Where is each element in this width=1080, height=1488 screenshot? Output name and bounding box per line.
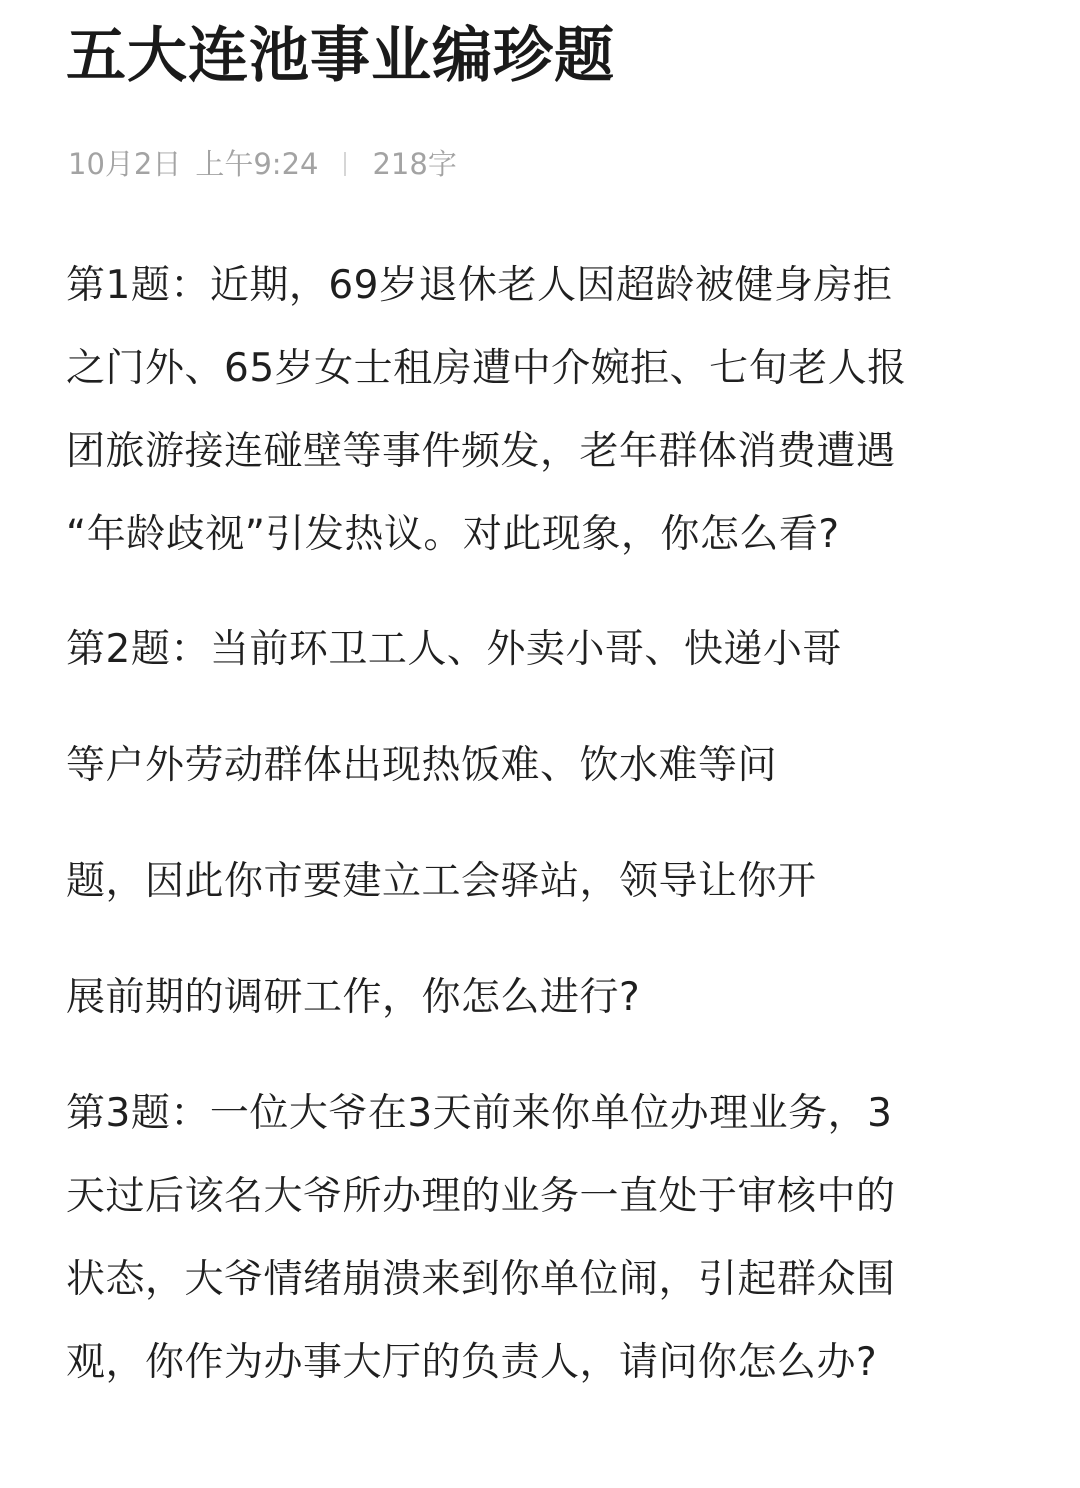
question-3-line-1: 第3题：一位大爷在3天前来你单位办理业务，3 — [66, 1091, 893, 1136]
question-2-line-3: 题，因此你市要建立工会驿站，领导让你开 — [66, 859, 817, 904]
question-2-line-4: 展前期的调研工作，你怎么进行? — [66, 975, 641, 1020]
question-3-line-2: 天过后该名大爷所办理的业务一直处于审核中的 — [66, 1174, 896, 1219]
question-1-line-1: 第1题：近期，69岁退休老人因超龄被健身房拒 — [66, 263, 893, 308]
question-1-line-4: “年龄歧视”引发热议。对此现象，你怎么看? — [66, 512, 840, 557]
publish-date: 10月2日 — [68, 147, 182, 181]
question-3-line-4: 观，你作为办事大厅的负责人，请问你怎么办? — [66, 1340, 878, 1385]
article-meta — [68, 144, 457, 184]
question-2-line-1: 第2题：当前环卫工人、外卖小哥、快递小哥 — [66, 627, 842, 672]
question-2-line-2: 等户外劳动群体出现热饭难、饮水难等问 — [66, 743, 778, 788]
question-3-line-3: 状态，大爷情绪崩溃来到你单位闹，引起群众围 — [66, 1257, 896, 1302]
question-1-line-3: 团旅游接连碰壁等事件频发，老年群体消费遭遇 — [66, 429, 896, 474]
word-count: 218字 — [372, 147, 457, 181]
article-title: 五大连池事业编珍题 — [66, 21, 615, 91]
publish-time: 上午9:24 — [195, 147, 319, 181]
meta-separator — [344, 152, 346, 176]
question-1-line-2: 之门外、65岁女士租房遭中介婉拒、七旬老人报 — [66, 346, 907, 391]
